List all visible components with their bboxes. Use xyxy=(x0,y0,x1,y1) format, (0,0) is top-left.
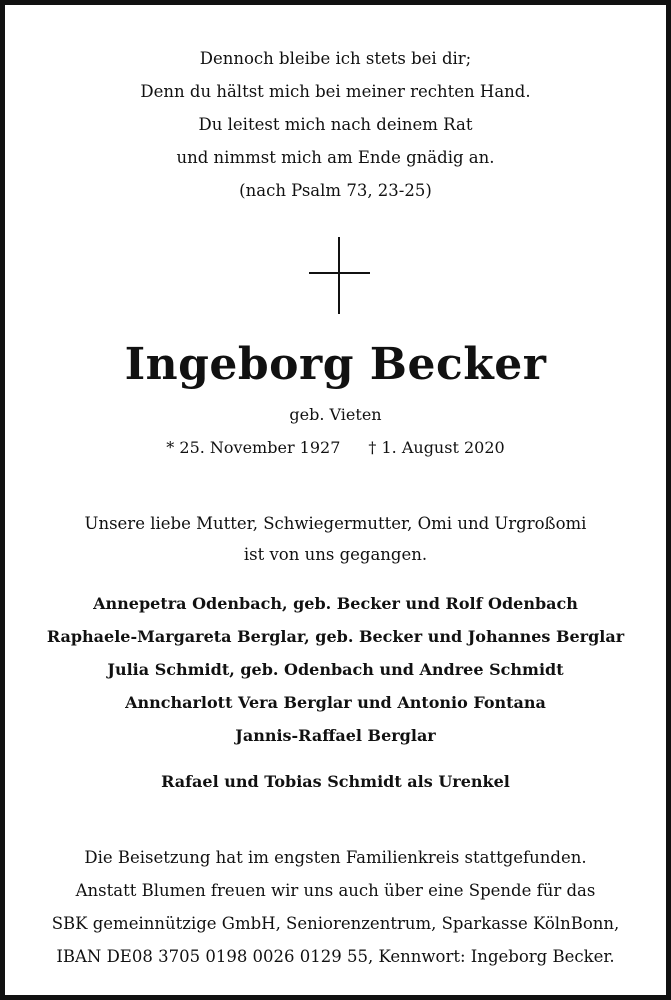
birth-date: * 25. November 1927 xyxy=(166,438,341,457)
great-grandchildren-line: Rafael und Tobias Schmidt als Urenkel xyxy=(161,772,510,791)
mourner-line: Raphaele-Margareta Berglar, geb. Becker und Johannes Berglar xyxy=(46,627,625,646)
verse-source: (nach Psalm 73, 23-25) xyxy=(239,181,432,200)
notice-line: SBK gemeinnützige GmbH, Seniorenzentrum, Sparkasse KölnBonn, xyxy=(51,914,620,933)
death-date: † 1. August 2020 xyxy=(368,438,505,457)
maiden-name: geb. Vieten xyxy=(289,405,382,424)
cross-icon xyxy=(309,237,370,314)
deceased-name: Ingeborg Becker xyxy=(124,339,547,390)
mourner-line: Annepetra Odenbach, geb. Becker und Rolf Odenbach xyxy=(93,594,578,613)
life-dates xyxy=(5,438,666,457)
announcement-line: ist von uns gegangen. xyxy=(243,545,428,564)
mourner-line: Anncharlott Vera Berglar und Antonio Fontana xyxy=(125,693,546,712)
verse-line: Dennoch bleibe ich stets bei dir; xyxy=(199,49,472,68)
mourner-line: Julia Schmidt, geb. Odenbach und Andree Schmidt xyxy=(107,660,564,679)
notice-line: IBAN DE08 3705 0198 0026 0129 55, Kennwort: Ingeborg Becker. xyxy=(56,947,615,966)
verse-line: Denn du hältst mich bei meiner rechten Hand. xyxy=(140,82,531,101)
verse-line: Du leitest mich nach deinem Rat xyxy=(198,115,473,134)
notice-line: Anstatt Blumen freuen wir uns auch über eine Spende für das xyxy=(75,881,596,900)
announcement-line: Unsere liebe Mutter, Schwiegermutter, Omi und Urgroßomi xyxy=(84,514,587,533)
mourner-line: Jannis-Raffael Berglar xyxy=(235,726,436,745)
verse-line: und nimmst mich am Ende gnädig an. xyxy=(176,148,495,167)
notice-line: Die Beisetzung hat im engsten Familienkreis stattgefunden. xyxy=(84,848,587,867)
